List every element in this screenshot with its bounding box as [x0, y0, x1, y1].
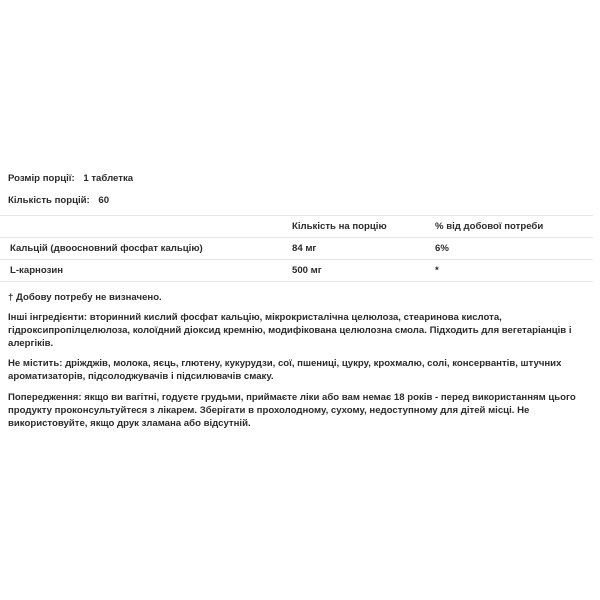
- table-header-cell: [0, 216, 292, 238]
- serving-size-label: Розмір порції:: [8, 173, 75, 184]
- daily-value-footnote: † Добову потребу не визначено.: [8, 292, 162, 303]
- table-row: [0, 260, 593, 282]
- amount-per-serving: 84 мг: [292, 238, 435, 260]
- amount-per-serving: 500 мг: [292, 260, 435, 282]
- daily-value: *: [435, 260, 593, 282]
- table-row: [0, 238, 593, 260]
- servings-count-label: Кількість порцій:: [8, 195, 90, 206]
- other-ingredients: Інші інгредієнти: вторинний кислий фосфат кальцію, мікрокристалічна целюлоза, стеаринова кислота, гідроксипропілцелюлоза, колоїдний діоксид кремнію, модифікована целюлозна смола. Підходить для вегетаріанців і алергіків.: [8, 312, 572, 349]
- nutrition-table: [0, 215, 593, 282]
- ingredient-name: Кальцій (двоосновний фосфат кальцію): [0, 238, 292, 260]
- serving-size-value: 1 таблетка: [83, 173, 134, 184]
- daily-value: 6%: [435, 238, 593, 260]
- table-header-cell: Кількість на порцію: [292, 216, 435, 238]
- servings-count-value: 60: [98, 195, 110, 206]
- table-header-cell: % від добової потреби: [435, 216, 593, 238]
- warning: Попередження: якщо ви вагітні, годуєте грудьми, приймаєте ліки або вам немає 18 років - перед використанням цього продукту проконсультуйтеся з лікарем. Зберігати в прохолодному, сухому, недоступному для дітей місці. Не використовуйте, якщо друк зламана або відсутній.: [8, 392, 576, 429]
- table-header-row: [0, 216, 593, 238]
- ingredient-name: L-карнозин: [0, 260, 292, 282]
- does-not-contain: Не містить: дріжджів, молока, яєць, глютену, кукурудзи, сої, пшениці, цукру, крохмалю, солі, консервантів, штучних ароматизаторів, підсолоджувачів і підсилювачів смаку.: [8, 358, 562, 382]
- servings-count: [8, 195, 109, 206]
- serving-size: [8, 173, 133, 184]
